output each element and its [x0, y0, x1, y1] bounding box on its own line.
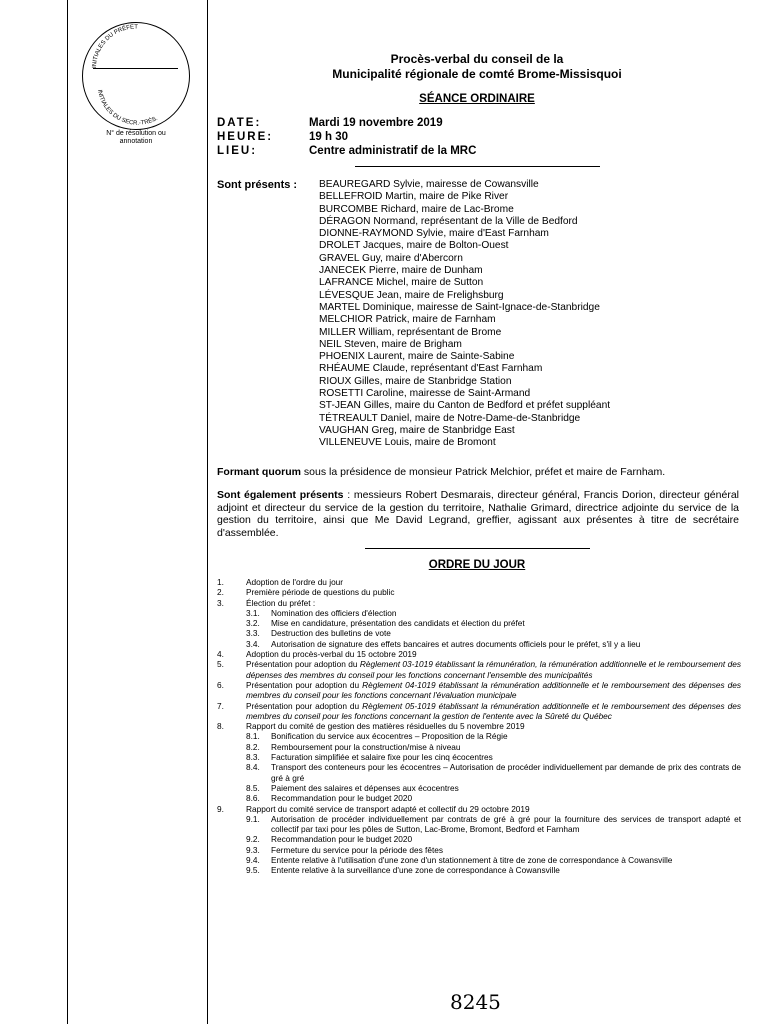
- agenda-subitem-number: 8.3.: [246, 752, 260, 763]
- agenda-item-number: 3.: [217, 597, 224, 608]
- agenda-subitem-text: Bonification du service aux écocentres – Proposition de la Régie: [271, 731, 508, 742]
- member-entry: BEAUREGARD Sylvie, mairesse de Cowansville: [319, 179, 539, 190]
- also-present-bold: Sont également présents: [217, 489, 344, 501]
- agenda-subitem-number: 8.5.: [246, 782, 260, 793]
- agenda-subitem-text: Fermeture du service pour la période des fêtes: [271, 844, 444, 855]
- agenda-item-text: Présentation pour adoption du: [246, 679, 363, 690]
- agenda-item-number: 9.: [217, 803, 224, 814]
- also-present-paragraph: [217, 489, 739, 539]
- agenda-item-text: Rapport du comité service de transport adapté et collectif du 29 octobre 2019: [246, 803, 530, 814]
- member-entry: MILLER William, représentant de Brome: [319, 326, 502, 338]
- meeting-date-row: [217, 116, 443, 130]
- member-entry: RIOUX Gilles, maire de Stanbridge Station: [319, 375, 512, 387]
- member-entry: VAUGHAN Greg, maire de Stanbridge East: [319, 424, 515, 436]
- agenda-subitem: [217, 855, 741, 865]
- agenda-item-text: Présentation pour adoption du: [246, 700, 363, 711]
- agenda-item: [217, 587, 741, 597]
- agenda-item-text: Adoption du procès-verbal du 15 octobre 2019: [246, 649, 417, 660]
- member-entry: DÉRAGON Normand, représentant de la Ville de Bedford: [319, 215, 578, 227]
- right-margin-line: [207, 0, 208, 1024]
- agenda-subitem-text: Entente relative à l'utilisation d'une zone d'un stationnement à titre de zone de correspondance à Cowansville: [271, 855, 673, 866]
- agenda-item-number: 7.: [217, 700, 224, 711]
- also-present-text: : messieurs Robert Desmarais, directeur général, Francis Dorion, directeur général adjoint et directeur du service de la gestion du territoire, Nathalie Grimard, directrice adjointe du service de la gestion du territoire, ainsi que Me David Legrand, greffier, agissant aux présentes à titre de secrétaire d'assemblée.: [217, 489, 739, 539]
- agenda-item-text: Première période de questions du public: [246, 587, 395, 598]
- agenda-subitem-number: 3.2.: [246, 618, 260, 629]
- separator-line-2: [365, 548, 590, 549]
- quorum-bold: Formant quorum: [217, 466, 301, 478]
- agenda-subitem: [217, 618, 741, 628]
- agenda-subitem: [217, 639, 741, 649]
- agenda-subitem-number: 3.4.: [246, 638, 260, 649]
- place-value: Centre administratif de la MRC: [309, 145, 477, 157]
- agenda-subitem-number: 9.3.: [246, 844, 260, 855]
- time-label: HEURE:: [217, 131, 274, 143]
- agenda-subitem: [217, 814, 741, 835]
- agenda-subitem-number: 9.5.: [246, 865, 260, 876]
- separator-line: [355, 166, 600, 167]
- agenda-subitem-text: Entente relative à la surveillance d'une zone de correspondance à Cowansville: [271, 865, 560, 876]
- agenda-item-number: 5.: [217, 659, 224, 670]
- agenda-item-text: Adoption de l'ordre du jour: [246, 577, 344, 587]
- agenda-item-number: 6.: [217, 679, 224, 690]
- agenda-subitem: [217, 742, 741, 752]
- agenda-subitem: [217, 608, 741, 618]
- member-entry: PHOENIX Laurent, maire de Sainte-Sabine: [319, 351, 515, 363]
- agenda-subitem: [217, 865, 741, 875]
- member-entry: LÉVESQUE Jean, maire de Frelighsburg: [319, 289, 504, 301]
- quorum-text: sous la présidence de monsieur Patrick Melchior, préfet et maire de Farnham.: [301, 466, 666, 478]
- agenda-list: [217, 577, 741, 876]
- agenda-subitem-text: Autorisation de procéder individuellement par contrats de gré à gré pour la fourniture des services de transport adapté et collectif par taxi pour les pôles de Sutton, Lac-Brome, Bromont, Bedford et Farnham: [271, 813, 741, 835]
- agenda-subitem-text: Nomination des officiers d'élection: [271, 607, 397, 618]
- member-entry: BELLEFROID Martin, maire de Pike River: [319, 191, 509, 203]
- member-entry: TÉTREAULT Daniel, maire de Notre-Dame-de-Stanbridge: [319, 412, 581, 424]
- document-title-line2: Municipalité régionale de comté Brome-Missisquoi: [332, 67, 622, 81]
- member-entry: DIONNE-RAYMOND Sylvie, maire d'East Farnham: [319, 228, 549, 240]
- agenda-subitem-number: 9.1.: [246, 813, 260, 824]
- agenda-subitem-number: 9.4.: [246, 855, 260, 866]
- members-list: [319, 179, 610, 450]
- time-value: 19 h 30: [309, 131, 348, 143]
- left-margin-line: [67, 0, 68, 1024]
- agenda-item-text: Règlement 04-1019 établissant la rémunération additionnelle et le remboursement des dépenses des membres du conseil pour les fonctions concernant l'évaluation municipale: [246, 679, 742, 701]
- member-entry: GRAVEL Guy, maire d'Abercorn: [319, 252, 463, 264]
- agenda-subitem-text: Recommandation pour le budget 2020: [271, 793, 413, 804]
- agenda-subitem: [217, 628, 741, 638]
- member-entry: DROLET Jacques, maire de Bolton-Ouest: [319, 240, 509, 252]
- agenda-subitem-number: 9.2.: [246, 834, 260, 845]
- agenda-subitem: [217, 793, 741, 803]
- member-entry: ST-JEAN Gilles, maire du Canton de Bedford et préfet suppléant: [319, 400, 611, 412]
- resolution-note: N° de résolution ou annotation: [106, 130, 166, 145]
- agenda-item-text: Élection du préfet :: [246, 597, 316, 608]
- agenda-item: [217, 577, 741, 587]
- agenda-item-number: 2.: [217, 587, 224, 598]
- agenda-subitem-text: Autorisation de signature des effets bancaires et autres documents officiels pour le préfet, s'il y a lieu: [271, 638, 641, 649]
- agenda-subitem: [217, 752, 741, 762]
- agenda-subitem-text: Paiement des salaires et dépenses aux écocentres: [271, 782, 459, 793]
- agenda-subitem-text: Transport des conteneurs pour les écocentres – Autorisation de procéder individuellement par demande de prix des contrats de gré à gré: [271, 762, 741, 783]
- agenda-item-number: 1.: [217, 577, 224, 587]
- agenda-item: [217, 804, 741, 814]
- agenda-item-text: Règlement 05-1019 établissant la rémunération additionnelle et le remboursement des dépenses des membres du conseil pour les fonctions concernant la gestion de l'entente avec la Sûreté du Québec: [246, 700, 742, 721]
- member-entry: MELCHIOR Patrick, maire de Farnham: [319, 314, 496, 326]
- page-number: 8245: [450, 990, 501, 1014]
- member-entry: LAFRANCE Michel, maire de Sutton: [319, 277, 484, 289]
- member-entry: ROSETTI Caroline, mairesse de Saint-Armand: [319, 388, 531, 400]
- member-entry: JANECEK Pierre, maire de Dunham: [319, 265, 483, 277]
- member-entry: NEIL Steven, maire de Brigham: [319, 338, 462, 350]
- agenda-subitem-number: 8.6.: [246, 793, 260, 804]
- agenda-item-text: Règlement 03-1019 établissant la rémunération, la rémunération additionnelle et le remboursement des dépenses des membres du conseil pour les fonctions concernant l'ensemble des municipalités: [246, 659, 741, 680]
- agenda-item: [217, 649, 741, 659]
- agenda-subitem-number: 8.4.: [246, 762, 260, 773]
- agenda-item: [217, 680, 741, 701]
- agenda-subitem: [217, 783, 741, 793]
- date-label: DATE:: [217, 117, 262, 129]
- agenda-item-number: 8.: [217, 721, 224, 732]
- meeting-place-row: [217, 144, 476, 158]
- agenda-subitem-text: Remboursement pour la construction/mise à niveau: [271, 741, 461, 752]
- agenda-subitem-text: Mise en candidature, présentation des candidats et élection du préfet: [271, 618, 525, 629]
- agenda-subitem-number: 3.3.: [246, 628, 260, 639]
- agenda-item: [217, 721, 741, 731]
- seal-bottom-text: INITIALES DU SECR.-TRÉS.: [96, 89, 159, 127]
- member-entry: BURCOMBE Richard, maire de Lac-Brome: [319, 203, 514, 215]
- agenda-item-text: Présentation pour adoption du: [246, 659, 360, 670]
- agenda-item-text: Rapport du comité de gestion des matières résiduelles du 5 novembre 2019: [246, 721, 525, 732]
- date-value: Mardi 19 novembre 2019: [309, 117, 443, 129]
- session-type: SÉANCE ORDINAIRE: [419, 93, 535, 105]
- present-label: Sont présents :: [217, 179, 298, 191]
- agenda-item: [217, 701, 741, 722]
- member-entry: VILLENEUVE Louis, maire de Bromont: [319, 437, 496, 449]
- agenda-subitem: [217, 845, 741, 855]
- meeting-time-row: [217, 130, 348, 144]
- agenda-subitem: [217, 834, 741, 844]
- agenda-subitem-number: 3.1.: [246, 607, 260, 618]
- agenda-item: [217, 659, 741, 680]
- agenda-item-number: 4.: [217, 649, 224, 660]
- quorum-paragraph: [217, 466, 739, 479]
- member-entry: RHÉAUME Claude, représentant d'East Farnham: [319, 363, 543, 375]
- seal-top-text: INITIALES DU PRÉFET: [91, 24, 138, 69]
- agenda-subitem-number: 8.2.: [246, 741, 260, 752]
- agenda-subitem-text: Facturation simplifiée et salaire fixe pour les cinq écocentres: [271, 752, 493, 763]
- agenda-item: [217, 598, 741, 608]
- agenda-title: ORDRE DU JOUR: [428, 559, 526, 571]
- agenda-subitem-text: Destruction des bulletins de vote: [271, 628, 391, 639]
- agenda-subitem: [217, 762, 741, 783]
- agenda-subitem-number: 8.1.: [246, 731, 260, 742]
- agenda-subitem-text: Recommandation pour le budget 2020: [271, 834, 413, 845]
- document-title-line1: Procès-verbal du conseil de la: [390, 52, 564, 66]
- place-label: LIEU:: [217, 145, 258, 157]
- member-entry: MARTEL Dominique, mairesse de Saint-Ignace-de-Stanbridge: [319, 301, 600, 313]
- agenda-subitem: [217, 731, 741, 741]
- seal-text-svg: [76, 16, 194, 134]
